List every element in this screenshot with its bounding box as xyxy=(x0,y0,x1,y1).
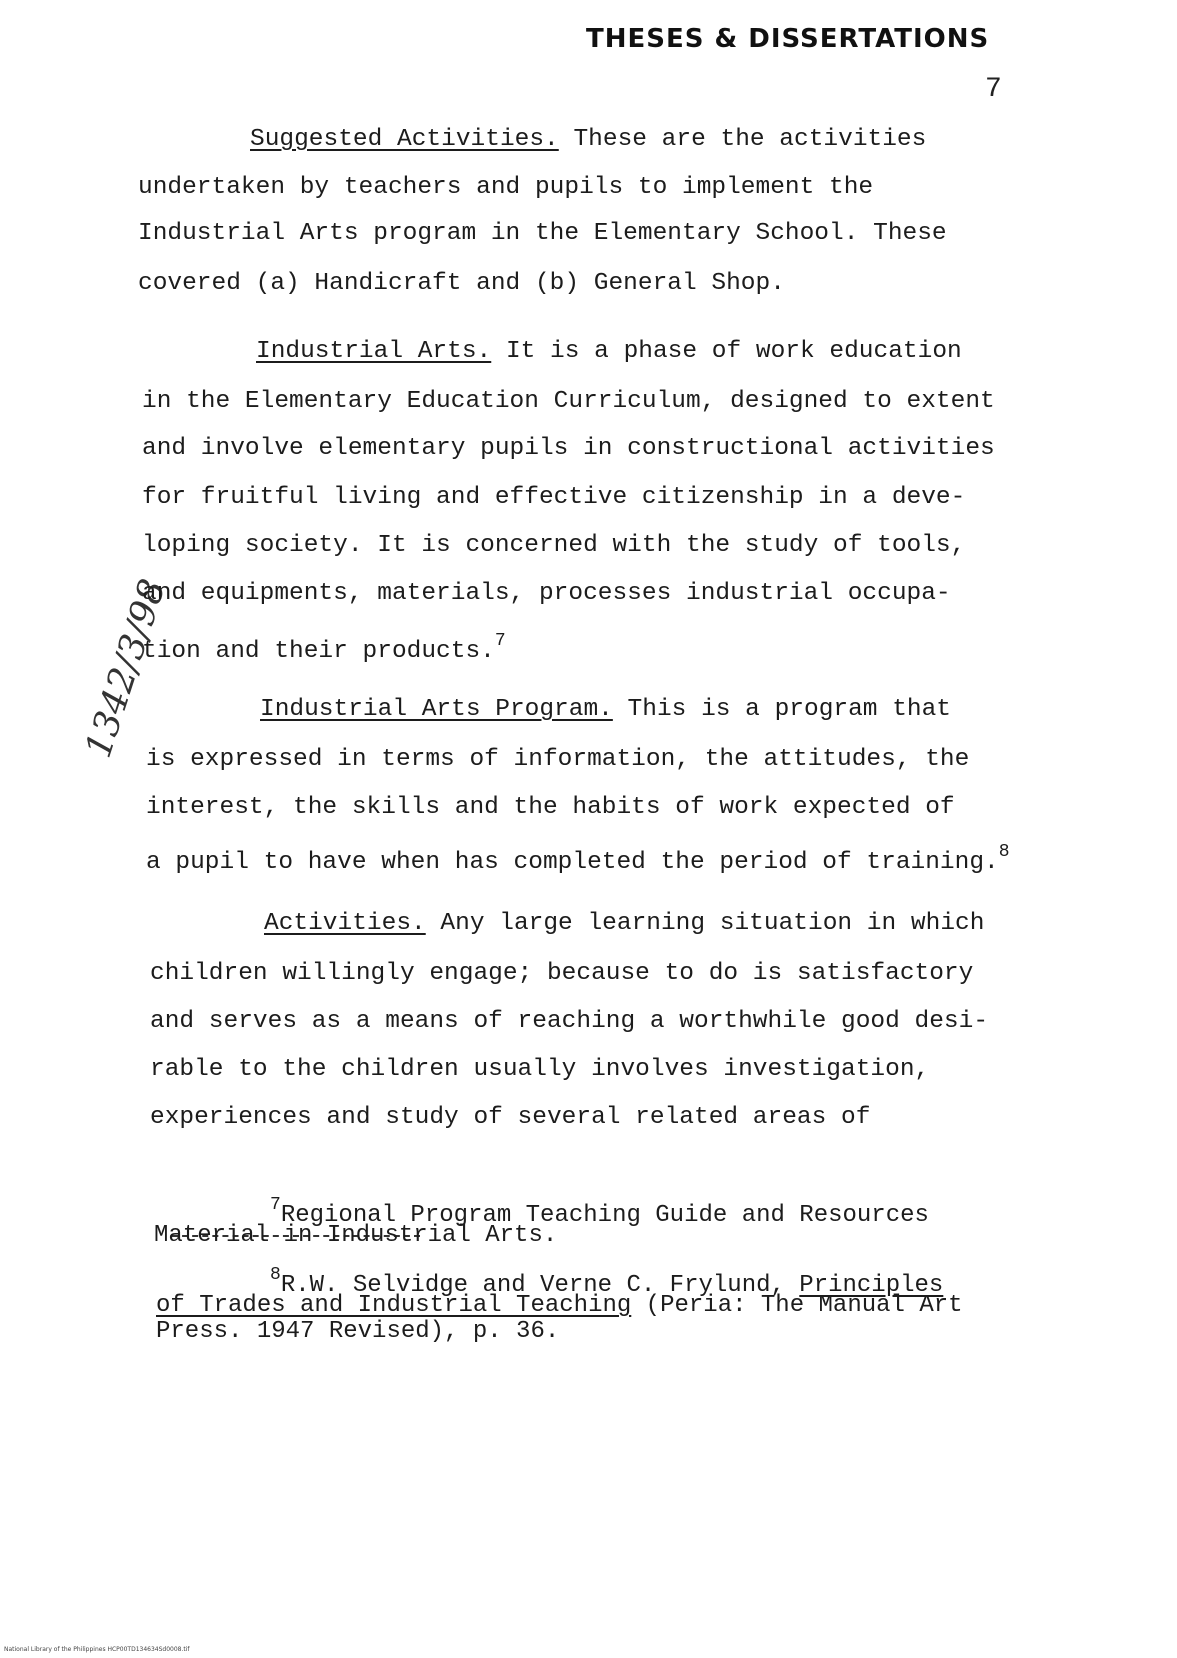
paragraph-industrial-arts-line-5: loping society. It is concerned with the study of tools, xyxy=(142,532,966,559)
paragraph-suggested-activities-line-1: Suggested Activities. These are the activities xyxy=(250,126,927,153)
paragraph-activities-line-1: Activities. Any large learning situation in which xyxy=(264,910,985,937)
footnote-8-line-2: of Trades and Industrial Teaching (Peria: The Manual Art xyxy=(156,1292,963,1319)
term-industrial-arts: Industrial Arts. xyxy=(256,338,492,365)
paragraph-suggested-activities-line-4: covered (a) Handicraft and (b) General Shop. xyxy=(138,270,785,297)
paragraph-activities-line-5: experiences and study of several related areas of xyxy=(150,1104,871,1131)
paragraph-industrial-arts-line-1: Industrial Arts. It is a phase of work education xyxy=(256,338,962,365)
term-industrial-arts-program: Industrial Arts Program. xyxy=(260,696,613,723)
footnote-8-line-3: Press. 1947 Revised), p. 36. xyxy=(156,1318,560,1345)
paragraph-activities-line-2: children willingly engage; because to do is satisfactory xyxy=(150,960,974,987)
paragraph-program-line-4: a pupil to have when has completed the period of training.$^8$ xyxy=(146,842,1010,876)
footnote-7-line-2: Material in Industrial Arts. xyxy=(154,1222,558,1249)
handwritten-margin-note: 1342/3/98 xyxy=(78,574,175,763)
paragraph-activities-line-3: and serves as a means of reaching a worthwhile good desi- xyxy=(150,1008,989,1035)
paragraph-program-line-1: Industrial Arts Program. This is a program that xyxy=(260,696,952,723)
book-title-part-2: of Trades and Industrial Teaching xyxy=(156,1292,632,1319)
page-number: 7 xyxy=(985,74,1002,105)
paragraph-program-line-2: is expressed in terms of information, the attitudes, the xyxy=(146,746,970,773)
footnote-ref-8: 8 xyxy=(998,842,1010,862)
paragraph-industrial-arts-line-6: and equipments, materials, processes industrial occupa- xyxy=(142,580,951,607)
footnote-ref-7: 7 xyxy=(494,631,506,651)
paragraph-suggested-activities-line-2: undertaken by teachers and pupils to implement the xyxy=(138,174,874,201)
paragraph-industrial-arts-line-3: and involve elementary pupils in constructional activities xyxy=(142,435,995,462)
paragraph-program-line-3: interest, the skills and the habits of work expected of xyxy=(146,794,955,821)
paragraph-industrial-arts-line-7: tion and their products.$^7$ xyxy=(142,631,506,665)
paragraph-activities-line-4: rable to the children usually involves investigation, xyxy=(150,1056,930,1083)
scan-footer: National Library of the Philippines HCP00TD134634Sd0008.tif xyxy=(4,1646,190,1653)
footnote-8-line-1: $^8$R.W. Selvidge and Verne C. Frylund, Principles xyxy=(270,1265,944,1299)
term-activities: Activities. xyxy=(264,910,426,937)
term-suggested-activities: Suggested Activities. xyxy=(250,126,559,153)
book-title-part-1: Principles xyxy=(799,1272,944,1299)
footnote-7-mark: 7 xyxy=(270,1195,281,1215)
theses-dissertations-stamp: THESES & DISSERTATIONS xyxy=(586,24,990,54)
paragraph-industrial-arts-line-4: for fruitful living and effective citizenship in a deve- xyxy=(142,484,966,511)
footnote-7-line-1: $^7$Regional Program Teaching Guide and Resources xyxy=(270,1195,929,1229)
paragraph-industrial-arts-line-2: in the Elementary Education Curriculum, designed to extent xyxy=(142,388,995,415)
footnote-8-mark: 8 xyxy=(270,1265,281,1285)
paragraph-suggested-activities-line-3: Industrial Arts program in the Elementary School. These xyxy=(138,220,947,247)
